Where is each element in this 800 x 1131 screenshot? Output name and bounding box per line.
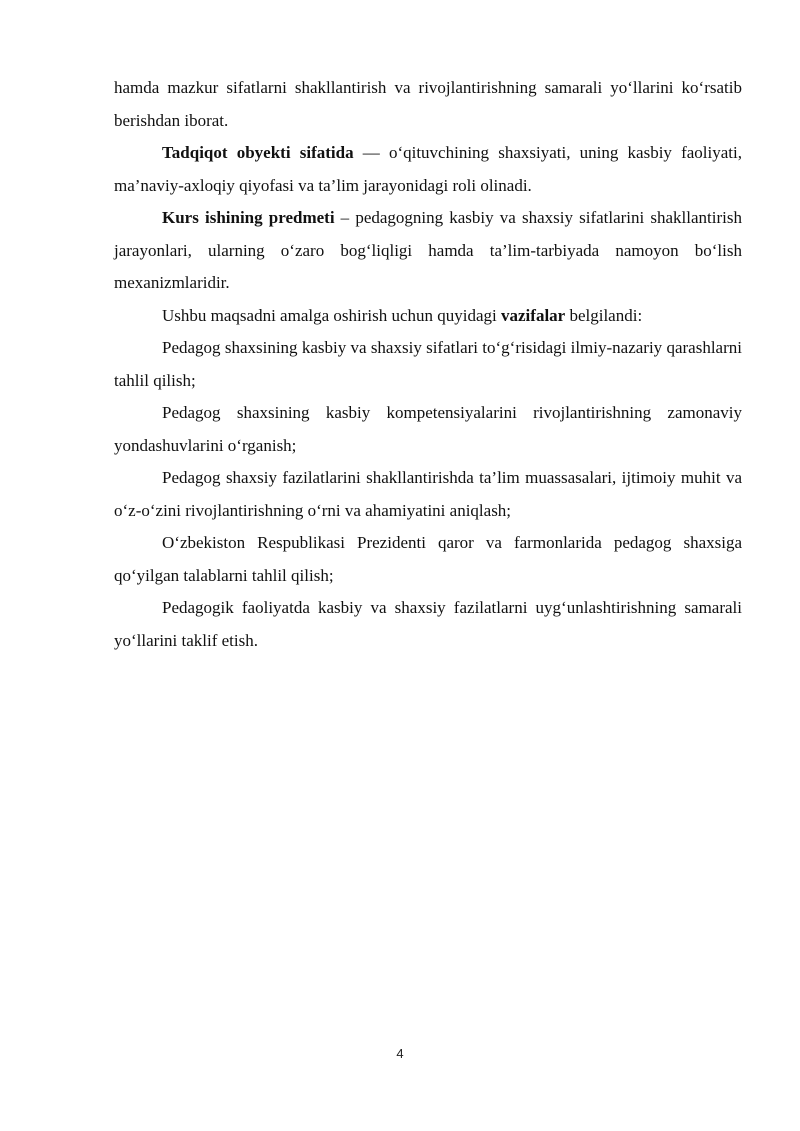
paragraph-subject bbox=[114, 202, 742, 300]
paragraph-tasks-intro-after: belgilandi: bbox=[565, 305, 643, 325]
task-item-1-text: Pedagog shaxsining kasbiy va shaxsiy sifatlari to‘g‘risidagi ilmiy-nazariy qarashlarni tahlil qilish; bbox=[114, 338, 742, 390]
paragraph-subject-term: Kurs ishining predmeti bbox=[162, 208, 335, 227]
paragraph-1-text: hamda mazkur sifatlarni shakllantirish va rivojlantirishning samarali yo‘llarini ko‘rsatib berishdan iborat. bbox=[114, 78, 742, 130]
paragraph-tasks-intro bbox=[114, 300, 742, 333]
task-item-5 bbox=[114, 592, 742, 657]
paragraph-tasks-intro-before: Ushbu maqsadni amalga oshirish uchun quyidagi bbox=[162, 305, 502, 325]
paragraph-research-object bbox=[114, 137, 742, 202]
task-item-3-text: Pedagog shaxsiy fazilatlarini shakllantirishda ta’lim muassasalari, ijtimoiy muhit va o‘z-o‘zini rivojlantirishning o‘rni va ahamiyatini aniqlash; bbox=[114, 468, 742, 520]
paragraph-subject-text: – pedagogning kasbiy va shaxsiy sifatlarini shakllantirish jarayonlari, ularning o‘zaro bog‘liqligi hamda ta’lim-tarbiyada namoyon bo‘lish mexanizmlaridir. bbox=[114, 208, 742, 292]
task-item-2-text: Pedagog shaxsining kasbiy kompetensiyalarini rivojlantirishning zamonaviy yondashuvlarini o‘rganish; bbox=[114, 403, 742, 455]
task-item-5-text: Pedagogik faoliyatda kasbiy va shaxsiy fazilatlarni uyg‘unlashtirishning samarali yo‘llarini taklif etish. bbox=[114, 598, 742, 650]
task-item-4 bbox=[114, 527, 742, 592]
paragraph-research-object-term: Tadqiqot obyekti sifatida bbox=[162, 143, 354, 162]
document-body bbox=[114, 72, 742, 657]
paragraph-1 bbox=[114, 72, 742, 137]
paragraph-research-object-text: — o‘qituvchining shaxsiyati, uning kasbiy faoliyati, ma’naviy-axloqiy qiyofasi va ta’lim jarayonidagi roli olinadi. bbox=[114, 143, 742, 195]
page-number: 4 bbox=[396, 1046, 404, 1061]
task-item-3 bbox=[114, 462, 742, 527]
task-item-1 bbox=[114, 332, 742, 397]
task-item-4-text: O‘zbekiston Respublikasi Prezidenti qaror va farmonlarida pedagog shaxsiga qo‘yilgan talablarni tahlil qilish; bbox=[114, 533, 742, 585]
paragraph-tasks-intro-term: vazifalar bbox=[501, 305, 566, 325]
task-item-2 bbox=[114, 397, 742, 462]
